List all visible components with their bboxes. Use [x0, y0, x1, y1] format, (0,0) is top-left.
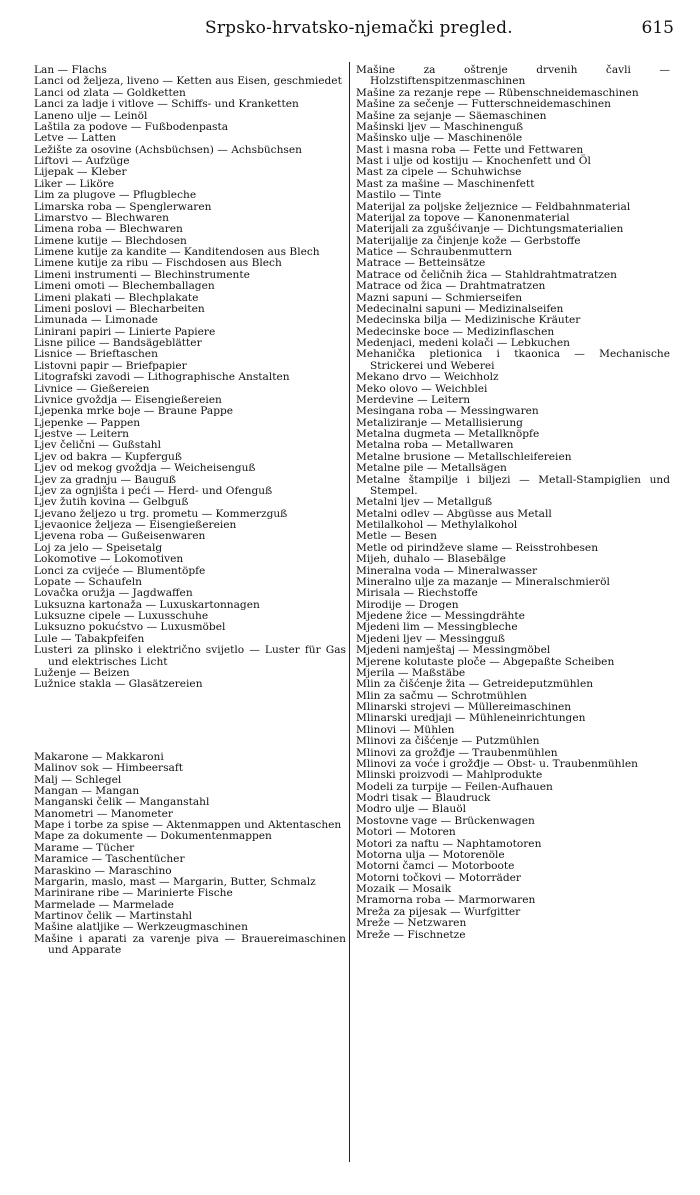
dictionary-entry: Mramorna roba — Marmorwaren — [356, 894, 536, 907]
dictionary-entry: Mjedeni lim — Messingbleche — [356, 621, 518, 634]
dictionary-entry: Liftovi — Aufzüge — [34, 155, 130, 167]
dictionary-entry: Mjedeni ljev — Messingguß — [356, 632, 505, 645]
dictionary-entry: Mijeh, duhalo — Blasebälge — [356, 553, 506, 566]
dictionary-entry: Lonci za cvijeće — Blumentöpfe — [34, 564, 206, 577]
dictionary-entry: Mlin za sačmu — Schrotmühlen — [356, 689, 527, 702]
dictionary-entry: Materijali za zgušćivanje — Dichtungsmaterialien — [356, 223, 624, 236]
dictionary-entry: Lisnice — Brieftaschen — [34, 348, 158, 361]
dictionary-entry: Limeni plakati — Blechplakate — [34, 291, 199, 304]
dictionary-entry: Metle — Besen — [356, 530, 437, 543]
dictionary-entry: Materijalije za činjenje kože — Gerbstoffe — [356, 234, 581, 247]
dictionary-entry: Litografski zavodi — Lithographische Anstalten — [34, 371, 290, 384]
dictionary-entry: Mape i torbe za spise — Aktenmappen und Aktentaschen — [34, 819, 342, 832]
dictionary-entry: Mjedene žice — Messingdrähte — [356, 610, 525, 622]
dictionary-entry: Luksuzne cipele — Luxusschuhe — [34, 610, 209, 622]
dictionary-entry: Limeni instrumenti — Blechinstrumente — [34, 268, 250, 281]
dictionary-entry: Manganski čelik — Manganstahl — [34, 796, 210, 809]
dictionary-entry: Ljevena roba — Gußeisenwaren — [34, 530, 206, 543]
dictionary-entry: Linirani papiri — Linierte Papiere — [34, 325, 216, 338]
dictionary-entry: Luksuzno pokućstvo — Luxusmöbel — [34, 621, 226, 634]
dictionary-entry: Mehanička pletionica i tkaonica — Mechanische Strickerei und Weberei — [356, 348, 670, 372]
dictionary-entry: Merdevine — Leitern — [356, 393, 471, 406]
dictionary-entry: Maraskino — Maraschino — [34, 864, 172, 877]
dictionary-entry: Motorna ulja — Motorenöle — [356, 848, 505, 861]
dictionary-entry: Lovačka oružja — Jagdwaffen — [34, 587, 193, 600]
dictionary-entry: Medecinske boce — Medizinflaschen — [356, 325, 555, 338]
dictionary-entry: Letve — Latten — [34, 132, 117, 145]
dictionary-entry: Motori za naftu — Naphtamotoren — [356, 837, 542, 850]
dictionary-entry: Lan — Flachs — [34, 64, 107, 76]
dictionary-entry: Martinov čelik — Martinstahl — [34, 910, 193, 923]
dictionary-entry: Mozaik — Mosaik — [356, 883, 452, 895]
dictionary-entry: Mašinski ljev — Maschinenguß — [356, 120, 524, 133]
dictionary-entry: Medenjaci, medeni kolači — Lebkuchen — [356, 337, 570, 349]
dictionary-entry: Mašine za rezanje repe — Rübenschneidemaschinen — [356, 86, 639, 99]
dictionary-entry: Limarska roba — Spenglerwaren — [34, 200, 212, 213]
dictionary-entry: Mlinovi za čišćenje — Putzmühlen — [356, 735, 540, 748]
dictionary-entry: Mjerene kolutaste ploče — Abgepaßte Scheiben — [356, 655, 615, 668]
column-divider — [349, 62, 350, 1162]
dictionary-entry: Lusteri za plinsko i električno svijetlo — Luster für Gas und elektrisches Licht — [34, 644, 346, 668]
page-number: 615 — [641, 18, 674, 38]
dictionary-entry: Metle od pirindževe slame — Reisstrohbesen — [356, 541, 599, 554]
dictionary-entry: Modri tisak — Blaudruck — [356, 792, 491, 804]
dictionary-entry: Malj — Schlegel — [34, 773, 122, 786]
dictionary-entry: Mast i masna roba — Fette und Fettwaren — [356, 143, 584, 156]
dictionary-entry: Mirodije — Drogen — [356, 598, 459, 611]
dictionary-entry: Mašine za sejanje — Säemaschinen — [356, 109, 547, 122]
dictionary-entry: Medecinalni sapuni — Medizinalseifen — [356, 302, 564, 315]
dictionary-entry: Lužnice stakla — Glasätzereien — [34, 678, 203, 691]
dictionary-entry: Materijal za topove — Kanonenmaterial — [356, 211, 570, 224]
dictionary-entry: Meko olovo — Weichblei — [356, 382, 488, 395]
dictionary-entry: Lokomotive — Lokomotiven — [34, 553, 184, 566]
dictionary-entry: Limunada — Limonade — [34, 314, 158, 327]
dictionary-entry: Medecinska bilja — Medizinische Kräuter — [356, 314, 581, 327]
dictionary-entry: Limarstvo — Blechwaren — [34, 211, 169, 224]
dictionary-entry: Lanci za ladje i vitlove — Schiffs- und Kranketten — [34, 98, 299, 111]
dictionary-entry: Marame — Tücher — [34, 841, 135, 854]
dictionary-entry: Mašine za oštrenje drvenih čavli — Holzstiftenspitzenmaschinen — [356, 64, 670, 88]
dictionary-entry: Makarone — Makkaroni — [34, 750, 164, 763]
dictionary-entry: Metalni odlev — Abgüsse aus Metall — [356, 507, 552, 520]
dictionary-entry: Mangan — Mangan — [34, 784, 140, 797]
dictionary-entry: Mlinarski uredjaji — Mühleneinrichtungen — [356, 712, 586, 725]
dictionary-entry: Mašine alatljike — Werkzeugmaschinen — [34, 921, 248, 934]
dictionary-entry: Lanci od zlata — Goldketten — [34, 86, 186, 99]
dictionary-entry: Matrace od čeličnih žica — Stahldrahtmatratzen — [356, 268, 617, 281]
page-title: Srpsko-hrvatsko-njemački pregled. — [205, 18, 513, 38]
section-gap — [34, 701, 346, 741]
dictionary-entry: Lopate — Schaufeln — [34, 575, 142, 588]
dictionary-entry: Mazni sapuni — Schmierseifen — [356, 291, 523, 304]
dictionary-entry: Mjedeni namještaj — Messingmöbel — [356, 644, 551, 657]
dictionary-entry: Marinirane ribe — Marinierte Fische — [34, 887, 233, 900]
dictionary-entry: Mreža za pijesak — Wurfgitter — [356, 905, 521, 918]
dictionary-entry: Lisne pilice — Bandsägeblätter — [34, 337, 202, 349]
dictionary-entry: Ljepenke — Pappen — [34, 416, 141, 429]
dictionary-entry: Malinov sok — Himbeersaft — [34, 762, 184, 775]
dictionary-entry: Ljevaonice željeza — Eisengießereien — [34, 519, 237, 531]
dictionary-entry: Lijepak — Kleber — [34, 166, 127, 179]
dictionary-entry: Mineralno ulje za mazanje — Mineralschmieröl — [356, 575, 610, 588]
dictionary-entry: Modro ulje — Blauöl — [356, 803, 466, 816]
dictionary-entry: Luženje — Beizen — [34, 666, 130, 679]
dictionary-entry: Limeni poslovi — Blecharbeiten — [34, 302, 205, 315]
dictionary-entry: Mlinski proizvodi — Mahlprodukte — [356, 769, 543, 782]
dictionary-entry: Ljestve — Leitern — [34, 428, 129, 440]
dictionary-entry: Ljev od bakra — Kupferguß — [34, 450, 182, 463]
dictionary-entry: Mašinsko ulje — Maschinenöle — [356, 132, 523, 145]
dictionary-entry: Livnice gvoždja — Eisengießereien — [34, 393, 222, 406]
dictionary-entry: Ljev žutih kovina — Gelbguß — [34, 496, 189, 509]
dictionary-entry: Limena roba — Blechwaren — [34, 223, 183, 236]
dictionary-entry: Mast i ulje od kostiju — Knochenfett und Öl — [356, 155, 591, 167]
dictionary-entry: Laneno ulje — Leinöl — [34, 109, 148, 122]
dictionary-entry: Motorni točkovi — Motorräder — [356, 871, 521, 884]
dictionary-entry: Matrace — Betteinsätze — [356, 257, 486, 270]
dictionary-entry: Matice — Schraubenmuttern — [356, 246, 512, 258]
dictionary-entry: Ljev za gradnju — Bauguß — [34, 473, 177, 486]
dictionary-entry: Mlinovi za grožđje — Traubenmühlen — [356, 746, 558, 759]
right-column — [356, 65, 670, 941]
dictionary-entry: Margarin, maslo, mast — Margarin, Butter, Schmalz — [34, 875, 316, 888]
dictionary-entry: Mineralna voda — Mineralwasser — [356, 564, 538, 577]
dictionary-entry: Luksuzna kartonaža — Luxuskartonnagen — [34, 598, 260, 611]
dictionary-entry: Mast za cipele — Schuhwichse — [356, 166, 522, 179]
dictionary-entry: Metalni ljev — Metallguß — [356, 496, 493, 509]
dictionary-entry: Ljev čelični — Gußstahl — [34, 439, 161, 452]
dictionary-entry: Mastilo — Tinte — [356, 189, 442, 202]
dictionary-entry: Listovni papir — Briefpapier — [34, 359, 187, 372]
dictionary-entry: Mekano drvo — Weichholz — [356, 371, 499, 384]
dictionary-entry: Manometri — Manometer — [34, 807, 173, 820]
dictionary-entry: Mreže — Netzwaren — [356, 917, 467, 930]
dictionary-entry: Limene kutije za ribu — Fischdosen aus Blech — [34, 257, 282, 270]
dictionary-entry: Motori — Motoren — [356, 826, 456, 839]
dictionary-entry: Mostovne vage — Brückenwagen — [356, 814, 535, 827]
dictionary-entry: Mesingana roba — Messingwaren — [356, 405, 539, 418]
dictionary-entry: Mast za mašine — Maschinenfett — [356, 177, 535, 190]
page-header — [0, 18, 700, 42]
dictionary-entry: Mašine i aparati za varenje piva — Brauereimaschinen und Apparate — [34, 932, 346, 957]
dictionary-entry: Loj za jelo — Speisetalg — [34, 541, 163, 554]
dictionary-entry: Mašine za sečenje — Futterschneidemaschinen — [356, 98, 611, 111]
dictionary-entry: Matrace od žica — Drahtmatratzen — [356, 280, 546, 293]
dictionary-entry: Laštila za podove — Fußbodenpasta — [34, 120, 229, 133]
dictionary-entry: Lule — Tabakpfeifen — [34, 632, 145, 645]
dictionary-entry: Lanci od željeza, liveno — Ketten aus Eisen, geschmiedet — [34, 75, 342, 88]
dictionary-entry: Mape za dokumente — Dokumentenmappen — [34, 830, 272, 843]
dictionary-entry: Metalne pile — Metallsägen — [356, 462, 507, 475]
dictionary-entry: Mlin za čišćenje žita — Getreideputzmühlen — [356, 678, 594, 691]
dictionary-entry: Mlinovi za voće i grožđje — Obst- u. Traubenmühlen — [356, 757, 638, 770]
left-column — [34, 65, 346, 957]
dictionary-entry: Limene kutije za kandite — Kanditendosen aus Blech — [34, 246, 320, 258]
dictionary-entry: Mreže — Fischnetze — [356, 928, 466, 941]
dictionary-entry: Ljev za ognjišta i peći — Herd- und Ofenguß — [34, 484, 273, 497]
dictionary-entry: Mlinarski strojevi — Müllereimaschinen — [356, 701, 572, 713]
dictionary-entry: Mirisala — Riechstoffe — [356, 587, 478, 600]
dictionary-entry: Metalna dugmeta — Metallknöpfe — [356, 428, 540, 440]
dictionary-entry: Limene kutije — Blechdosen — [34, 234, 187, 247]
dictionary-entry: Ležište za osovine (Achsbüchsen) — Achsbüchsen — [34, 143, 302, 156]
dictionary-entry: Ljepenka mrke boje — Braune Pappe — [34, 405, 234, 418]
dictionary-entry: Motorni čamci — Motorboote — [356, 860, 515, 873]
dictionary-entry: Modeli za turpije — Feilen-Aufhauen — [356, 780, 553, 793]
dictionary-entry: Metalna roba — Metallwaren — [356, 439, 514, 452]
dictionary-entry: Ljev od mekog gvoždja — Weicheisenguß — [34, 462, 256, 475]
dictionary-entry: Maramice — Taschentücher — [34, 853, 185, 866]
dictionary-entry: Limeni omoti — Blechemballagen — [34, 280, 215, 293]
dictionary-entry: Liker — Liköre — [34, 177, 115, 190]
dictionary-entry: Metilalkohol — Methylalkohol — [356, 519, 518, 531]
dictionary-entry: Ljevano željezo u trg. prometu — Kommerzguß — [34, 507, 288, 520]
dictionary-entry: Materijal za poljske željeznice — Feldbahnmaterial — [356, 200, 631, 213]
dictionary-entry: Mlinovi — Mühlen — [356, 723, 455, 736]
dictionary-entry: Lim za plugove — Pflugbleche — [34, 189, 197, 202]
dictionary-entry: Metalne štampilje i biljezi — Metall-Stampiglien und Stempel. — [356, 473, 670, 497]
dictionary-entry: Metaliziranje — Metallisierung — [356, 416, 523, 429]
dictionary-entry: Marmelade — Marmelade — [34, 898, 174, 911]
dictionary-entry: Livnice — Gießereien — [34, 382, 150, 395]
dictionary-entry: Metalne brusione — Metallschleifereien — [356, 450, 572, 463]
dictionary-entry: Mjerila — Maßstäbe — [356, 666, 466, 679]
